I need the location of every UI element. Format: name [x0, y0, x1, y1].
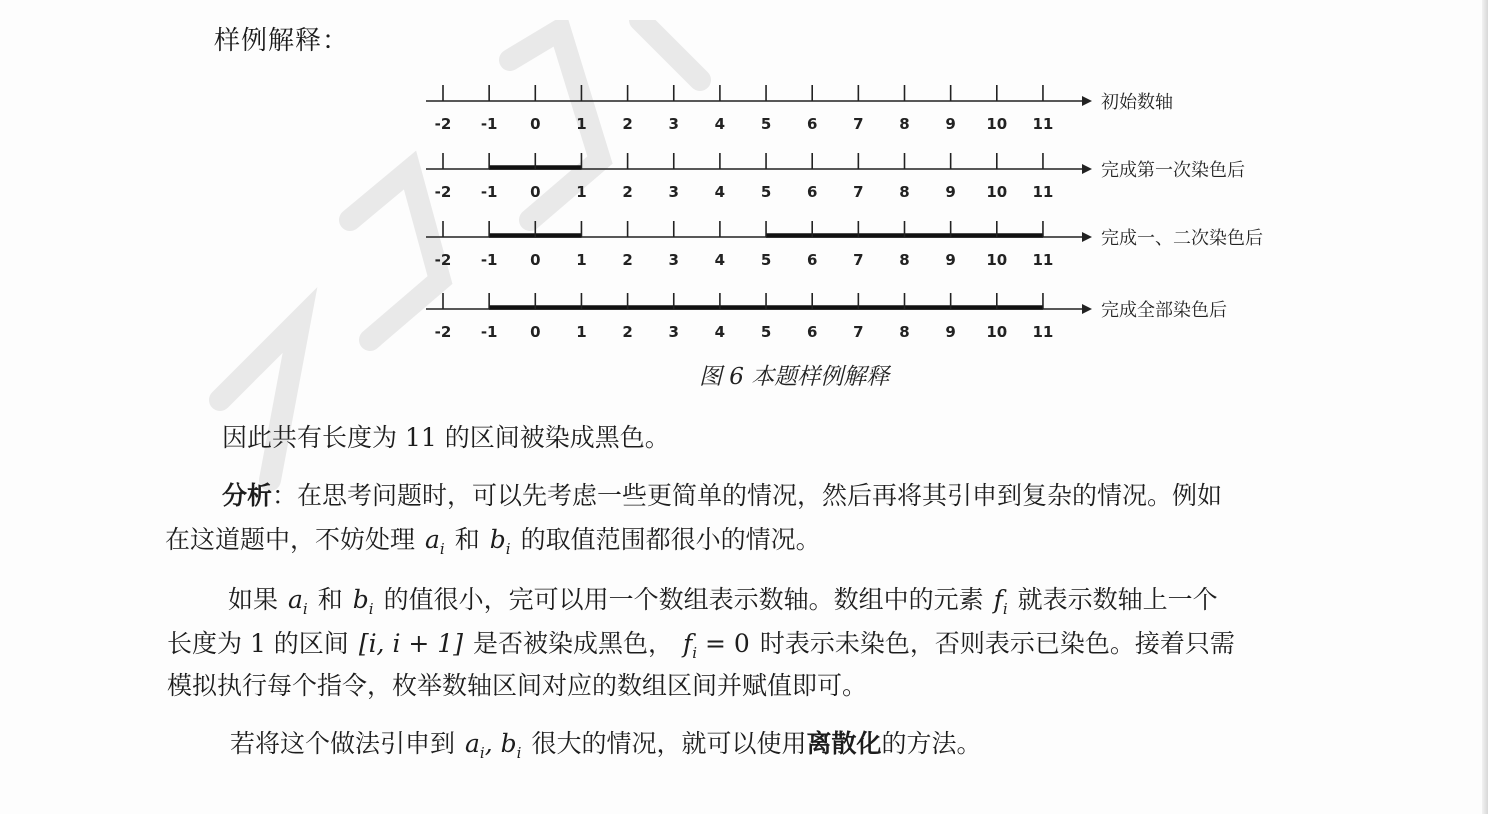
tick-label: 6 [806, 251, 818, 269]
method-text-2c: 时表示未染色，否则表示已染色。接着只需 [759, 629, 1235, 658]
tick-label: 1 [576, 115, 587, 133]
number-line-figure [0, 0, 1488, 400]
tick-label: 0 [530, 251, 541, 269]
tick-label: 5 [760, 251, 772, 269]
tick-label: 10 [986, 323, 1008, 341]
tick-label: -1 [480, 183, 498, 201]
tick-label: 11 [1032, 251, 1054, 269]
tick-label: 10 [986, 115, 1008, 133]
tick-label: 7 [853, 251, 864, 269]
tick-label: 11 [1032, 323, 1054, 341]
tick-label: 5 [760, 323, 772, 341]
math-ai: $a_i$ [425, 525, 445, 558]
method-text-1a: 如果 [228, 585, 279, 614]
tick-label: 5 [760, 115, 772, 133]
tick-label: 1 [576, 183, 587, 201]
analysis-heading: 分析 [222, 481, 273, 510]
math-ai-2: $a_i$ [288, 585, 308, 618]
tick-label: 2 [622, 183, 633, 201]
analysis-text-1: ：在思考问题时，可以先考虑一些更简单的情况，然后再将其引申到复杂的情况。例如 [272, 481, 1223, 510]
paragraph-method-line3: 模拟执行每个指令，枚举数轴区间对应的数组区间并赋值即可。 [167, 671, 868, 700]
method-text-1b: 的值很小，完可以用一个数组表示数轴。数组中的元素 [383, 585, 984, 614]
tick-label: 9 [945, 323, 956, 341]
discretization-text-a: 若将这个做法引申到 [230, 729, 456, 758]
tick-label: 6 [806, 115, 818, 133]
section-title: 样例解释： [214, 26, 350, 56]
axis-arrow-icon [1082, 304, 1092, 314]
number-line-label: 完成一、二次染色后 [1101, 228, 1263, 249]
math-bi-2: $b_i$ [352, 585, 374, 618]
analysis-text-2a: 在这道题中，不妨处理 [165, 525, 416, 554]
figure-caption: 图 6 本题样例解释 [699, 364, 890, 390]
axis-arrow-icon [1082, 232, 1092, 242]
analysis-and: 和 [454, 525, 480, 554]
tick-label: 8 [899, 323, 910, 341]
tick-label: 3 [668, 323, 679, 341]
tick-label: 3 [668, 251, 679, 269]
tick-label: 0 [530, 115, 541, 133]
paragraph-discretization [230, 722, 982, 775]
tick-label: 4 [714, 251, 726, 269]
tick-label: 0 [530, 323, 541, 341]
tick-label: -2 [434, 183, 452, 201]
paragraph-result: 因此共有长度为 11 的区间被染成黑色。 [222, 423, 670, 452]
tick-label: -2 [434, 323, 452, 341]
number-line-label: 初始数轴 [1101, 92, 1173, 113]
tick-label: 10 [986, 251, 1008, 269]
tick-label: 6 [806, 323, 818, 341]
discretization-text-b: 很大的情况，就可以使用 [531, 729, 807, 758]
tick-label: 7 [853, 323, 864, 341]
math-bi: $b_i$ [489, 525, 511, 558]
tick-label: -1 [480, 251, 498, 269]
tick-label: 9 [945, 251, 956, 269]
tick-label: 5 [760, 183, 772, 201]
tick-label: 2 [622, 251, 633, 269]
math-ai-bi: $a_i$, $b_i$ [465, 729, 522, 762]
discretization-text-c: 的方法。 [881, 729, 982, 758]
tick-label: 2 [622, 323, 633, 341]
tick-label: 8 [899, 251, 910, 269]
axis-arrow-icon [1082, 164, 1092, 174]
paragraph-analysis-line1 [222, 474, 1222, 518]
method-text-2b: 是否被染成黑色， [472, 629, 673, 658]
method-text-1c: 就表示数轴上一个 [1017, 585, 1218, 614]
page-edge [1482, 0, 1488, 814]
tick-label: 4 [714, 323, 726, 341]
tick-label: 1 [576, 323, 587, 341]
tick-label: 8 [899, 183, 910, 201]
math-fi-eq: $f_i = 0$ [682, 629, 750, 662]
method-text-2a: 长度为 1 的区间 [167, 629, 349, 658]
tick-label: -1 [480, 323, 498, 341]
tick-label: 9 [945, 115, 956, 133]
tick-label: 10 [986, 183, 1008, 201]
tick-label: -1 [480, 115, 498, 133]
tick-label: 7 [853, 115, 864, 133]
tick-label: 3 [668, 115, 679, 133]
tick-label: 4 [714, 115, 726, 133]
tick-label: 11 [1032, 115, 1054, 133]
axis-arrow-icon [1082, 96, 1092, 106]
tick-label: 1 [576, 251, 587, 269]
method-and: 和 [317, 585, 343, 614]
tick-label: 7 [853, 183, 864, 201]
discretization-term: 离散化 [806, 729, 882, 758]
tick-label: 8 [899, 115, 910, 133]
number-line-label: 完成第一次染色后 [1101, 160, 1245, 181]
tick-label: 4 [714, 183, 726, 201]
number-line-label: 完成全部染色后 [1101, 300, 1227, 321]
tick-label: 0 [530, 183, 541, 201]
paragraph-analysis-line2 [165, 518, 821, 571]
analysis-text-2b: 的取值范围都很小的情况。 [520, 525, 821, 554]
math-interval: [i, i + 1] [358, 629, 463, 658]
tick-label: -2 [434, 115, 452, 133]
math-fi: $f_i$ [993, 585, 1008, 618]
tick-label: 3 [668, 183, 679, 201]
tick-label: -2 [434, 251, 452, 269]
tick-label: 2 [622, 115, 633, 133]
tick-label: 11 [1032, 183, 1054, 201]
tick-label: 9 [945, 183, 956, 201]
tick-label: 6 [806, 183, 818, 201]
